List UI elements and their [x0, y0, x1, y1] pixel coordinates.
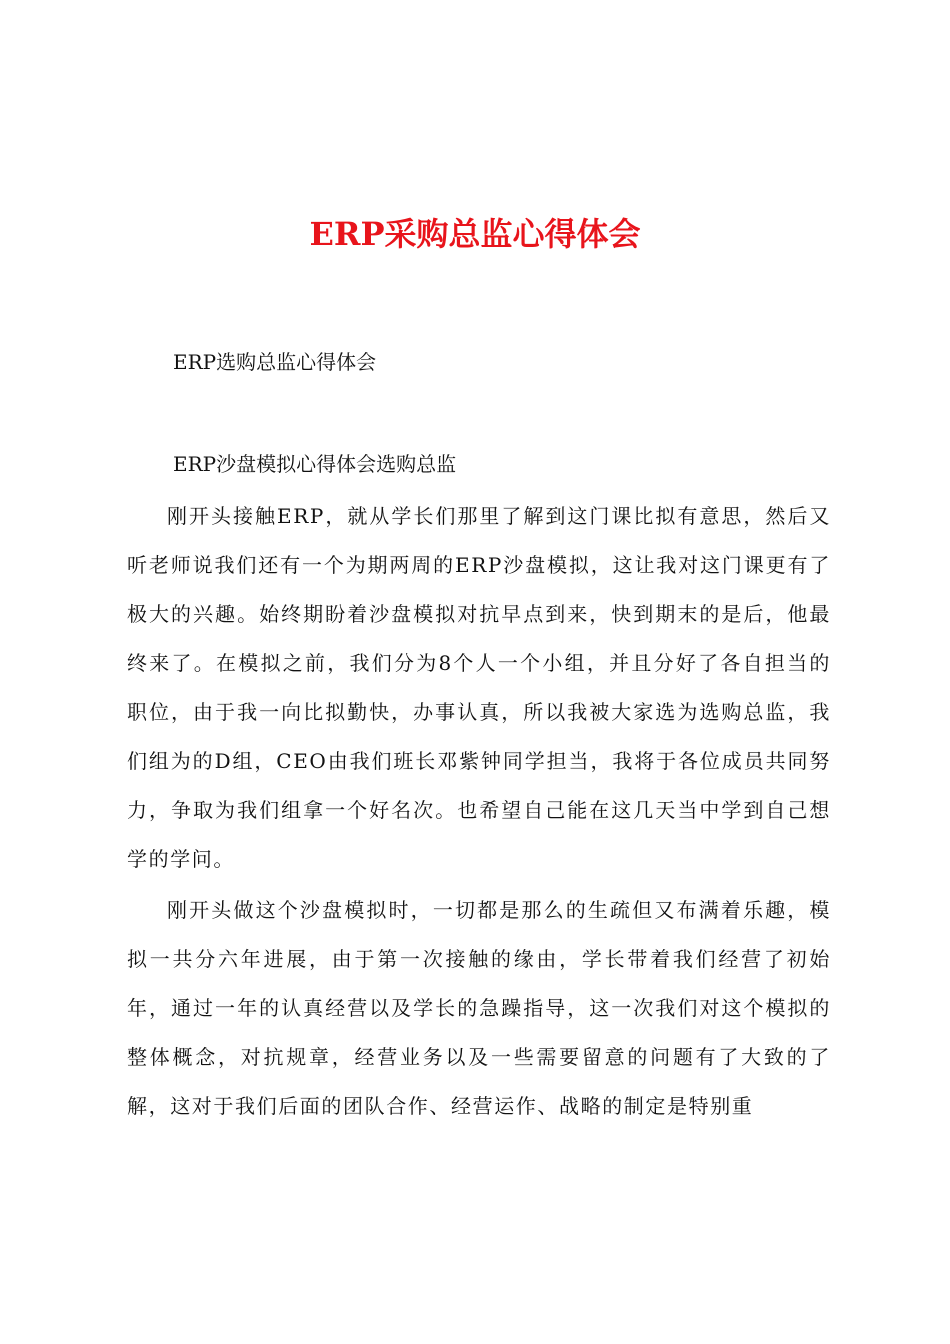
document-title: ERP采购总监心得体会	[309, 215, 641, 253]
subtitle-line-2: ERP沙盘模拟心得体会选购总监	[173, 452, 457, 476]
subtitle-line-1: ERP选购总监心得体会	[173, 350, 377, 374]
body-paragraph-2-container	[127, 886, 831, 1131]
body-paragraph-1-container	[127, 492, 831, 884]
body-paragraph: 刚开头做这个沙盘模拟时，一切都是那么的生疏但又布满着乐趣，模拟一共分六年进展，由于第一次接触的缘由，学长带着我们经营了初始年，通过一年的认真经营以及学长的急躁指导，这一次我们对这个模拟的整体概念，对抗规章，经营业务以及一些需要留意的问题有了大致的了解，这对于我们后面的团队合作、经营运作、战略的制定是特别重	[127, 898, 831, 1118]
body-paragraph: 刚开头接触ERP，就从学长们那里了解到这门课比拟有意思，然后又听老师说我们还有一个为期两周的ERP沙盘模拟，这让我对这门课更有了极大的兴趣。始终期盼着沙盘模拟对抗早点到来，快到期末的是后，他最终来了。在模拟之前，我们分为8个人一个小组，并且分好了各自担当的职位，由于我一向比拟勤快，办事认真，所以我被大家选为选购总监，我们组为的D组，CEO由我们班长邓紫钟同学担当，我将于各位成员共同努力，争取为我们组拿一个好名次。也希望自己能在这几天当中学到自己想学的学问。	[127, 504, 831, 871]
